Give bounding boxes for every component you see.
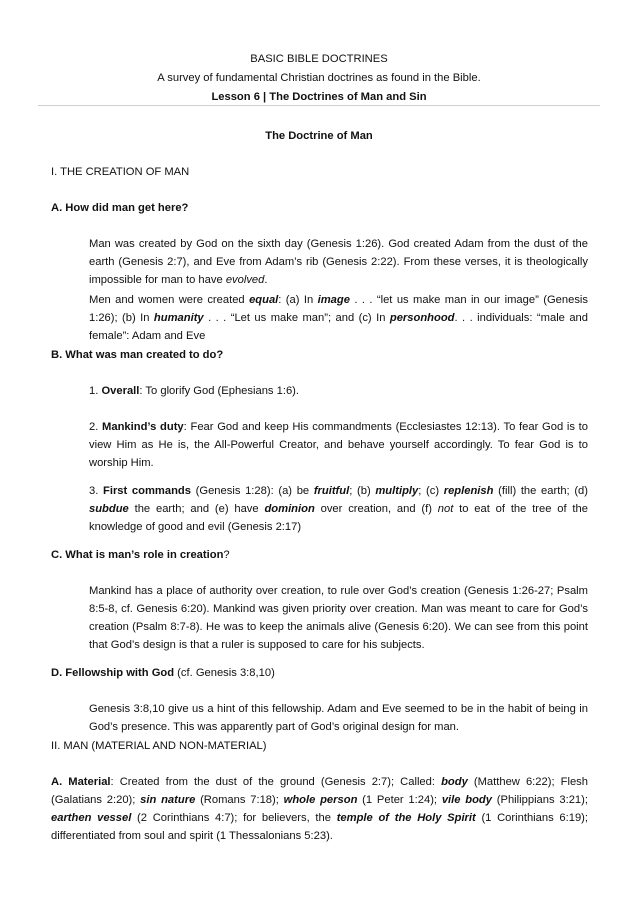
header-divider — [38, 105, 600, 106]
text-run: : Fear God and keep His commandments (Ecclesiastes 12:13). To fear God is to view Him as He is, the All-Powerful Creator, and behave yourself accordingly. To fear God is to worship Him. — [89, 421, 588, 469]
emphasis-run: personhood — [389, 312, 455, 324]
text-run: (Romans 7:18); — [195, 794, 284, 806]
text-run: (1 Peter 1:24); — [357, 794, 442, 806]
text-run: . . . “let us make man in our image” (Genesis 1:26); (b) In — [89, 294, 588, 324]
bold-run: First commands — [103, 485, 191, 497]
text-run: (fill) the earth; (d) — [493, 485, 588, 497]
material-paragraph — [51, 773, 588, 845]
creation-end: . — [264, 274, 268, 286]
lesson-title: Lesson 6 | The Doctrines of Man and Sin — [211, 91, 427, 103]
equality-paragraph — [89, 291, 588, 345]
emphasis-run: fruitful — [313, 485, 350, 497]
text-run: ; (b) — [349, 485, 376, 497]
text-run: ; (c) — [418, 485, 444, 497]
subsection-d-heading — [51, 664, 588, 682]
emphasis-run: temple of the Holy Spirit — [336, 812, 476, 824]
emphasis-run: replenish — [443, 485, 494, 497]
text-run: 2. — [89, 421, 103, 433]
text-run: : To glorify God (Ephesians 1:6). — [139, 385, 300, 397]
text-run: Men and women were created — [89, 294, 250, 306]
text-run: (cf. Genesis 3:8,10) — [174, 667, 275, 679]
document-header — [0, 50, 638, 107]
section-2-heading: II. MAN (MATERIAL AND NON-MATERIAL) — [51, 740, 267, 752]
text-run: : Created from the dust of the ground (Genesis 2:7); Called: — [110, 776, 442, 788]
emphasis-run: multiply — [375, 485, 419, 497]
text-run: 3. — [89, 485, 103, 497]
fellowship-paragraph: Genesis 3:8,10 give us a hint of this fellowship. Adam and Eve seemed to be in the habit of being in God’s presence. This was apparently part of God’s original design for man. — [89, 703, 588, 733]
doctrine-title: The Doctrine of Man — [265, 130, 373, 142]
text-run: ? — [223, 549, 230, 561]
subsection-a-heading: A. How did man get here? — [51, 202, 189, 214]
creation-paragraph — [89, 235, 588, 289]
text-run: . . . individuals: “male and female”: Adam and Eve — [89, 312, 589, 342]
emphasis-run: equal — [249, 294, 279, 306]
purpose-item-3 — [89, 482, 588, 536]
emphasis-run: earthen vessel — [51, 812, 132, 824]
text-run: (Philippians 3:21); — [491, 794, 588, 806]
emphasis-run: vile body — [441, 794, 492, 806]
purpose-item-2 — [89, 418, 588, 472]
text-run: : (a) In — [278, 294, 318, 306]
emphasis-run: humanity — [153, 312, 204, 324]
subsection-b-heading: B. What was man created to do? — [51, 349, 224, 361]
bold-run: A. Material — [51, 776, 111, 788]
creation-emphasis: evolved — [225, 274, 265, 286]
text-run: (Matthew 6:22); Flesh (Galatians 2:20); — [51, 776, 588, 806]
course-subtitle: A survey of fundamental Christian doctrines as found in the Bible. — [157, 72, 481, 84]
text-run: 1. — [89, 385, 102, 397]
emphasis-run: image — [317, 294, 350, 306]
creation-text: Man was created by God on the sixth day (Genesis 1:26). God created Adam from the dust of the earth (Genesis 2:7), and Eve from Adam’s rib (Genesis 2:22). From these verses, it is theologically impossible for man to have — [89, 238, 588, 286]
subsection-c-heading — [51, 546, 588, 564]
text-run: . . . “Let us make man”; and (c) In — [203, 312, 390, 324]
emphasis-run: subdue — [89, 503, 129, 515]
text-run: over creation, and (f) — [314, 503, 438, 515]
emphasis-run: sin nature — [140, 794, 196, 806]
emphasis-run: whole person — [283, 794, 358, 806]
bold-run: C. What is man’s role in creation — [51, 549, 224, 561]
text-run: (Genesis 1:28): (a) be — [190, 485, 314, 497]
course-title: BASIC BIBLE DOCTRINES — [250, 53, 388, 65]
text-run: the earth; and (e) have — [128, 503, 265, 515]
text-run: to eat of the tree of the knowledge of good and evil (Genesis 2:17) — [89, 503, 588, 533]
emphasis-run: body — [441, 776, 468, 788]
bold-run: Overall — [101, 385, 140, 397]
bold-run: Mankind’s duty — [102, 421, 184, 433]
purpose-item-1 — [89, 382, 588, 400]
role-paragraph: Mankind has a place of authority over creation, to rule over God’s creation (Genesis 1:26-27; Psalm 8:5-8, cf. Genesis 6:20). Mankind was given priority over creation. Man was meant to care for God’s creation (Psalm 8:7-8). He was to keep the animals alive (Genesis 6:20). We can see from this point that God’s design is that a ruler is supposed to care for his subjects. — [89, 585, 588, 651]
italic-run: not — [437, 503, 454, 515]
emphasis-run: dominion — [264, 503, 315, 515]
text-run: (2 Corinthians 4:7); for believers, the — [131, 812, 337, 824]
bold-run: D. Fellowship with God — [51, 667, 175, 679]
text-run: (1 Corinthians 6:19); differentiated from soul and spirit (1 Thessalonians 5:23). — [51, 812, 589, 842]
section-1-heading: I. THE CREATION OF MAN — [51, 166, 190, 178]
